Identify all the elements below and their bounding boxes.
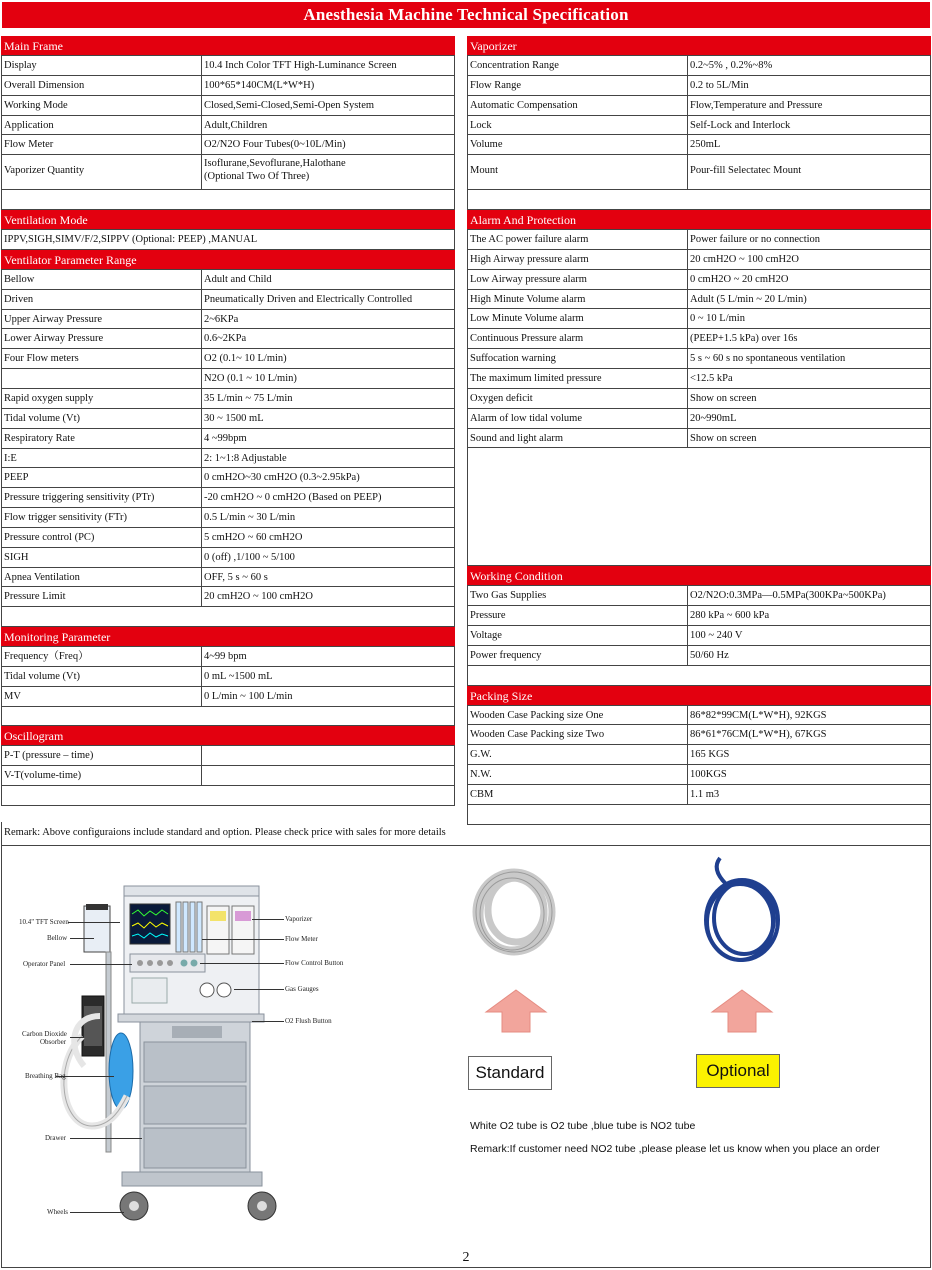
ventilator-params-table bbox=[1, 270, 455, 607]
label-wheels: Wheels bbox=[47, 1208, 68, 1216]
row-value: <12.5 kPa bbox=[690, 372, 733, 384]
alarm-header: Alarm And Protection bbox=[467, 210, 931, 230]
packing-table bbox=[467, 706, 931, 805]
table-row bbox=[1, 687, 455, 707]
row-value: Flow,Temperature and Pressure bbox=[690, 99, 823, 111]
table-row bbox=[467, 725, 931, 745]
table-row bbox=[1, 429, 455, 449]
row-label: I:E bbox=[2, 449, 202, 468]
row-label: Volume bbox=[468, 135, 688, 154]
spacer-row bbox=[1, 707, 455, 727]
table-row bbox=[1, 230, 455, 250]
row-value: 20 cmH2O ~ 100 cmH2O bbox=[204, 591, 313, 603]
row-label: Bellow bbox=[2, 270, 202, 289]
page-number: 2 bbox=[462, 1250, 470, 1265]
working-header: Working Condition bbox=[467, 566, 931, 586]
vaporizer-qty-line1: Isoflurane,Sevoflurane,Halothane bbox=[204, 158, 346, 170]
table-row bbox=[467, 646, 931, 666]
vaporizer-header: Vaporizer bbox=[467, 36, 931, 56]
label-o2-flush: O2 Flush Button bbox=[285, 1017, 332, 1025]
row-label: Apnea Ventilation bbox=[2, 568, 202, 587]
remark-text: Remark: Above configuraions include standard and option. Please check price with sales for more details bbox=[1, 822, 931, 846]
table-row bbox=[467, 56, 931, 76]
label-breathing-bag: Breathing Bag bbox=[25, 1072, 66, 1080]
row-value: 0.2~5% , 0.2%~8% bbox=[690, 60, 773, 71]
table-row bbox=[1, 76, 455, 96]
table-row bbox=[467, 309, 931, 329]
row-label: Power frequency bbox=[468, 646, 688, 665]
row-label: Automatic Compensation bbox=[468, 96, 688, 115]
monitoring-header: Monitoring Parameter bbox=[1, 627, 455, 647]
label-gas-gauges: Gas Gauges bbox=[285, 985, 319, 993]
row-label: Pressure Limit bbox=[2, 587, 202, 606]
table-row bbox=[1, 647, 455, 667]
standard-label: Standard bbox=[468, 1056, 552, 1090]
row-label: Voltage bbox=[468, 626, 688, 645]
tube-note-1: White O2 tube is O2 tube ,blue tube is NO2 tube bbox=[470, 1120, 696, 1132]
row-label: Application bbox=[2, 116, 202, 135]
row-value: 30 ~ 1500 mL bbox=[204, 412, 264, 424]
row-label: P-T (pressure – time) bbox=[2, 746, 202, 765]
main-frame-table bbox=[1, 56, 455, 155]
row-value: Power failure or no connection bbox=[690, 234, 821, 246]
table-row bbox=[1, 116, 455, 136]
row-label: V-T(volume-time) bbox=[2, 766, 202, 785]
row-value: 10.4 Inch Color TFT High-Luminance Screen bbox=[204, 60, 397, 71]
table-row bbox=[467, 389, 931, 409]
row-label: G.W. bbox=[468, 745, 688, 764]
row-label: Driven bbox=[2, 290, 202, 309]
table-row bbox=[1, 310, 455, 330]
table-row bbox=[467, 606, 931, 626]
row-value: O2 (0.1~ 10 L/min) bbox=[204, 353, 287, 365]
table-row bbox=[467, 290, 931, 310]
row-label: Suffocation warning bbox=[468, 349, 688, 368]
table-row bbox=[467, 765, 931, 785]
oscillogram-table bbox=[1, 746, 455, 786]
row-value: Closed,Semi-Closed,Semi-Open System bbox=[204, 99, 375, 111]
row-label: Mount bbox=[468, 155, 688, 189]
row-label: Lower Airway Pressure bbox=[2, 329, 202, 348]
page-title: Anesthesia Machine Technical Specification bbox=[2, 2, 930, 28]
table-row bbox=[1, 508, 455, 528]
row-value: Show on screen bbox=[690, 392, 757, 404]
table-row bbox=[467, 135, 931, 155]
row-value bbox=[202, 766, 454, 785]
label-flow-control: Flow Control Button bbox=[285, 959, 344, 967]
row-value: Adult,Children bbox=[204, 119, 268, 131]
row-label: Working Mode bbox=[2, 96, 202, 115]
oscillogram-header: Oscillogram bbox=[1, 726, 455, 746]
row-label: Display bbox=[2, 56, 202, 75]
row-value: 0.5 L/min ~ 30 L/min bbox=[204, 512, 296, 524]
row-value: 0.2 to 5L/Min bbox=[690, 79, 749, 91]
row-label: Rapid oxygen supply bbox=[2, 389, 202, 408]
row-label: Flow Range bbox=[468, 76, 688, 95]
row-label: PEEP bbox=[2, 468, 202, 487]
table-row bbox=[467, 250, 931, 270]
row-value: 0 cmH2O~30 cmH2O (0.3~2.95kPa) bbox=[204, 472, 360, 484]
row-value: 35 L/min ~ 75 L/min bbox=[204, 392, 293, 404]
table-row bbox=[1, 290, 455, 310]
row-label: Alarm of low tidal volume bbox=[468, 409, 688, 428]
table-row bbox=[467, 96, 931, 116]
table-row bbox=[1, 369, 455, 389]
row-value: 250mL bbox=[690, 139, 721, 151]
row-value: 50/60 Hz bbox=[690, 649, 729, 661]
table-row bbox=[467, 116, 931, 136]
table-row bbox=[1, 270, 455, 290]
spacer-row bbox=[1, 786, 455, 806]
row-value: 0 ~ 10 L/min bbox=[690, 313, 745, 325]
table-row bbox=[467, 329, 931, 349]
row-value: 0 L/min ~ 100 L/min bbox=[204, 690, 293, 702]
table-row bbox=[1, 155, 455, 190]
row-label: Flow trigger sensitivity (FTr) bbox=[2, 508, 202, 527]
row-label: Sound and light alarm bbox=[468, 429, 688, 448]
row-label: Wooden Case Packing size Two bbox=[468, 725, 688, 744]
table-row bbox=[467, 270, 931, 290]
row-value: 1.1 m3 bbox=[690, 788, 720, 800]
table-row bbox=[467, 409, 931, 429]
tube-note-2: Remark:If customer need NO2 tube ,please please let us know when you place an order bbox=[470, 1143, 880, 1155]
spacer-row bbox=[1, 190, 455, 210]
row-value: O2/N2O:0.3MPa—0.5MPa(300KPa~500KPa) bbox=[690, 590, 886, 602]
row-value: 4~99 bpm bbox=[204, 651, 247, 663]
row-value: 5 cmH2O ~ 60 cmH2O bbox=[204, 531, 303, 543]
row-label: Wooden Case Packing size One bbox=[468, 706, 688, 725]
spacer-row bbox=[467, 190, 931, 210]
row-value: Show on screen bbox=[690, 432, 757, 444]
row-value: Self-Lock and Interlock bbox=[690, 119, 791, 131]
table-row bbox=[1, 667, 455, 687]
row-label: Flow Meter bbox=[2, 135, 202, 154]
label-operator-panel: Operator Panel bbox=[23, 960, 66, 968]
row-value: 86*82*99CM(L*W*H), 92KGS bbox=[690, 709, 827, 721]
row-label: Low Airway pressure alarm bbox=[468, 270, 688, 289]
row-value: Pneumatically Driven and Electrically Controlled bbox=[204, 293, 413, 305]
table-row bbox=[1, 488, 455, 508]
label-co2-absorber-2: Obsorber bbox=[40, 1038, 67, 1046]
row-label: Pressure bbox=[468, 606, 688, 625]
table-row bbox=[1, 746, 455, 766]
illustration-area bbox=[1, 846, 931, 1268]
table-row bbox=[467, 586, 931, 606]
up-arrow-icon bbox=[710, 988, 774, 1034]
ventilation-mode-text: IPPV,SIGH,SIMV/F/2,SIPPV (Optional: PEEP) ,MANUAL bbox=[4, 234, 258, 246]
row-value bbox=[202, 746, 454, 765]
row-label: The maximum limited pressure bbox=[468, 369, 688, 388]
row-value: Pour-fill Selectatec Mount bbox=[690, 165, 802, 177]
up-arrow-icon bbox=[484, 988, 548, 1034]
table-row bbox=[1, 766, 455, 786]
table-row bbox=[467, 155, 931, 190]
packing-header: Packing Size bbox=[467, 686, 931, 706]
label-vaporizer: Vaporizer bbox=[285, 915, 313, 923]
row-label: Respiratory Rate bbox=[2, 429, 202, 448]
table-row bbox=[467, 706, 931, 726]
row-value: -20 cmH2O ~ 0 cmH2O (Based on PEEP) bbox=[204, 492, 382, 504]
optional-label: Optional bbox=[696, 1054, 780, 1088]
table-row bbox=[1, 587, 455, 607]
row-value: 4 ~99bpm bbox=[204, 432, 247, 444]
right-column bbox=[467, 36, 931, 825]
table-row bbox=[467, 626, 931, 646]
table-row bbox=[467, 349, 931, 369]
row-value: 0.6~2KPa bbox=[204, 333, 247, 345]
table-row bbox=[1, 96, 455, 116]
table-row bbox=[467, 785, 931, 805]
working-table bbox=[467, 586, 931, 665]
row-label bbox=[2, 369, 202, 388]
row-value: 20~990mL bbox=[690, 412, 737, 424]
row-label: N.W. bbox=[468, 765, 688, 784]
row-label: Oxygen deficit bbox=[468, 389, 688, 408]
label-co2-absorber-1: Carbon Dioxide bbox=[22, 1030, 67, 1038]
row-label: MV bbox=[2, 687, 202, 706]
row-value: 86*61*76CM(L*W*H), 67KGS bbox=[690, 729, 827, 741]
row-value: 280 kPa ~ 600 kPa bbox=[690, 610, 770, 622]
table-row bbox=[1, 449, 455, 469]
row-label: The AC power failure alarm bbox=[468, 230, 688, 249]
row-value: Adult and Child bbox=[204, 273, 272, 285]
table-row bbox=[1, 548, 455, 568]
table-row bbox=[1, 468, 455, 488]
row-value: 165 KGS bbox=[690, 749, 730, 761]
row-label: Upper Airway Pressure bbox=[2, 310, 202, 329]
row-value bbox=[202, 155, 454, 189]
table-row bbox=[1, 56, 455, 76]
row-value: 0 mL ~1500 mL bbox=[204, 670, 273, 682]
row-label: Pressure triggering sensitivity (PTr) bbox=[2, 488, 202, 507]
row-label: Overall Dimension bbox=[2, 76, 202, 95]
row-label: Frequency（Freq） bbox=[2, 647, 202, 666]
row-label: Low Minute Volume alarm bbox=[468, 309, 688, 328]
table-row bbox=[1, 528, 455, 548]
table-row bbox=[1, 389, 455, 409]
table-row bbox=[467, 369, 931, 389]
monitoring-table bbox=[1, 647, 455, 707]
ventilation-mode-header: Ventilation Mode bbox=[1, 210, 455, 230]
row-value: 20 cmH2O ~ 100 cmH2O bbox=[690, 253, 799, 265]
row-value: 100 ~ 240 V bbox=[690, 630, 743, 642]
row-label: Vaporizer Quantity bbox=[2, 155, 202, 189]
row-label: Continuous Pressure alarm bbox=[468, 329, 688, 348]
row-label: High Airway pressure alarm bbox=[468, 250, 688, 269]
blue-tube-image bbox=[692, 854, 792, 966]
row-value: 100*65*140CM(L*W*H) bbox=[204, 79, 315, 91]
row-label: Pressure control (PC) bbox=[2, 528, 202, 547]
vaporizer-table bbox=[467, 56, 931, 155]
row-label: Two Gas Supplies bbox=[468, 586, 688, 605]
spacer-row bbox=[1, 607, 455, 627]
row-label: Four Flow meters bbox=[2, 349, 202, 368]
table-row bbox=[1, 409, 455, 429]
label-bellow: Bellow bbox=[47, 934, 68, 942]
alarm-table bbox=[467, 230, 931, 448]
left-column bbox=[1, 36, 455, 806]
row-value: OFF, 5 s ~ 60 s bbox=[204, 571, 268, 583]
row-value: 5 s ~ 60 s no spontaneous ventilation bbox=[690, 353, 846, 365]
blank-area bbox=[467, 448, 931, 566]
table-row bbox=[1, 329, 455, 349]
table-row bbox=[467, 230, 931, 250]
table-row bbox=[467, 429, 931, 449]
ventilator-params-header: Ventilator Parameter Range bbox=[1, 250, 455, 270]
table-row bbox=[1, 568, 455, 588]
row-label: Tidal volume (Vt) bbox=[2, 667, 202, 686]
row-value: O2/N2O Four Tubes(0~10L/Min) bbox=[204, 139, 346, 151]
row-value: (PEEP+1.5 kPa) over 16s bbox=[690, 333, 798, 345]
white-tube-image bbox=[464, 860, 564, 960]
vaporizer-qty-line2: (Optional Two Of Three) bbox=[204, 170, 310, 182]
row-label: SIGH bbox=[2, 548, 202, 567]
label-flow-meter: Flow Meter bbox=[285, 935, 318, 943]
row-label: Tidal volume (Vt) bbox=[2, 409, 202, 428]
table-row bbox=[467, 76, 931, 96]
main-frame-header: Main Frame bbox=[1, 36, 455, 56]
row-value: 0 (off) ,1/100 ~ 5/100 bbox=[204, 551, 295, 563]
row-label: High Minute Volume alarm bbox=[468, 290, 688, 309]
row-label: CBM bbox=[468, 785, 688, 804]
row-label: Concentration Range bbox=[468, 56, 688, 75]
label-screen: 10.4" TFT Screen bbox=[19, 918, 69, 926]
row-value: Adult (5 L/min ~ 20 L/min) bbox=[690, 293, 807, 305]
row-value: 2: 1~1:8 Adjustable bbox=[204, 452, 287, 464]
row-value: 0 cmH2O ~ 20 cmH2O bbox=[690, 273, 789, 285]
table-row bbox=[1, 135, 455, 155]
row-label: Lock bbox=[468, 116, 688, 135]
row-value: 2~6KPa bbox=[204, 313, 239, 325]
table-row bbox=[1, 349, 455, 369]
label-drawer: Drawer bbox=[45, 1134, 66, 1142]
row-value: 100KGS bbox=[690, 769, 727, 781]
table-row bbox=[467, 745, 931, 765]
row-value: N2O (0.1 ~ 10 L/min) bbox=[204, 373, 297, 385]
spacer-row bbox=[467, 666, 931, 686]
